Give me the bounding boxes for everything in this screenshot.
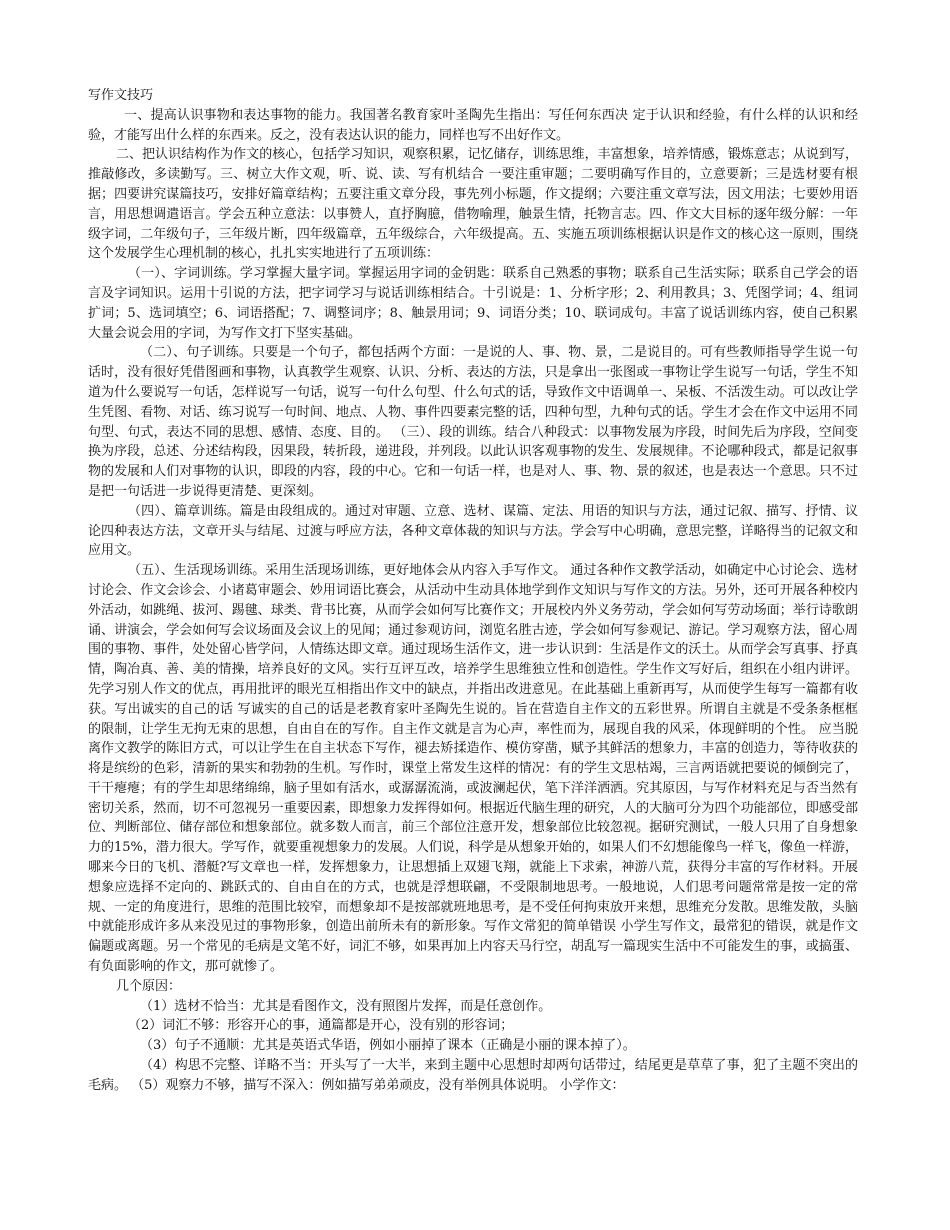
paragraph: （1）选材不恰当：尤其是看图作文，没有照图片发挥，而是任意创作。: [140, 998, 552, 1014]
paragraph: （四）、篇章训练。篇是由段组成的。通过对审题、立意、选材、谋篇、定法、用语的知识与方法，通过记叙、描写、抒情、议论四种表达方法，文章开头与结尾、过渡与呼应方法，各种文章体裁的知识与方法。学会写中心明确，意思完整，详略得当的记叙文和应用文。: [88, 503, 858, 559]
paragraph: （4）构思不完整、详略不当：开头写了一大半，来到主题中心思想时却两句话带过，结尾更是草草了事，犯了主题不突出的毛病。 （5）观察力不够，描写不深入：例如描写弟弟顽皮，没有举例具体说明。 小学作文：: [88, 1058, 858, 1093]
paragraph: 一、提高认识事物和表达事物的能力。我国著名教育家叶圣陶先生指出：写任何东西决 定于认识和经验，有什么样的认识和经验，才能写出什么样的东西来。反之，没有表达认识的能力，同样也写不出好作文。: [88, 107, 858, 143]
document-page: [88, 86, 858, 1096]
document-body: [88, 106, 858, 1096]
paragraph: （五）、生活现场训练。采用生活现场训练，更好地体会从内容入手写作文。 通过各种作文教学活动，如确定中心讨论会、选材讨论会、作文会诊会、小诸葛审题会、妙用词语比赛会，从活动中生动具体地学到作文知识与写作文的方法。另外，还可开展各种校内外活动，如跳绳、拔河、踢毽、球类、背书比赛，从而学会如何写比赛作文；开展校内外义务劳动，学会如何写劳动场面；举行诗歌朗诵、讲演会，学会如何写会议场面及会议上的见闻；通过参观访问，浏览名胜古迹，学会如何写参观记、游记。学习观察方法，留心周围的事物、事件，处处留心皆学问，人情练达即文章。通过现场生活作文，进一步认识到：生活是作文的沃土。从而学会写真事、抒真情，陶冶真、善、美的情操，培养良好的文风。实行互评互改，培养学生思维独立性和创造性。学生作文写好后，组织在小组内讲评。先学习别人作文的优点，再用批评的眼光互相指出作文中的缺点，并指出改进意见。在此基础上重新再写，从而使学生每写一篇都有收获。写出诚实的自己的话 写诚实的自己的话是老教育家叶圣陶先生说的。旨在营造自主作文的五彩世界。所谓自主就是不受条条框框的限制，让学生无拘无束的思想，自由自在的写作。自主作文就是言为心声，率性而为，展现自我的风采，体现鲜明的个性。 应当脱离作文教学的陈旧方式，可以让学生在自主状态下写作，褪去矫揉造作、模仿穿凿，赋予其鲜活的想象力，丰富的创造力，等待收获的将是缤纷的色彩，清新的果实和勃勃的生机。写作时，课堂上常发生这样的情况：有的学生文思枯竭，三言两语就把要说的倾倒完了，干干瘪瘪；有的学生却思绪绵绵，脑子里如有活水，或潺潺流淌，或波澜起伏，笔下洋洋洒洒。究其原因，与写作材料充足与否当然有密切关系，然而，切不可忽视另一重要因素，即想象力发挥得如何。根据近代脑生理的研究，人的大脑可分为四个功能部位，即感受部位、判断部位、储存部位和想象部位。就多数人而言，前三个部位注意开发，想象部位比较忽视。据研究测试，一般人只用了自身想象力的15%，潜力很大。学写作，就要重视想象力的发展。人们说，科学是从想象开始的，如果人们不幻想能像鸟一样飞，像鱼一样游，哪来今日的飞机、潜艇?写文章也一样，发挥想象力，让思想插上双翅飞翔，就能上下求索，神游八荒，获得分丰富的写作材料。开展想象应选择不定向的、跳跃式的、自由自在的方式，也就是浮想联翩，不受限制地思考。一般地说，人们思考问题常常是按一定的常规、一定的角度进行，思维的范围比较窄，而想象却不是按部就班地思考，是不受任何拘束放开来想，思维充分发散。思维发散，头脑中就能形成许多从来没见过的事物形象，创造出前所未有的新形象。写作文常犯的简单错误 小学生写作文，最常犯的错误，就是作文偏题或离题。另一个常见的毛病是文笔不好，词汇不够，如果再加上内容天马行空，胡乱写一篇现实生活中不可能发生的事，或搞蛋、有负面影响的作文，那可就惨了。: [88, 563, 858, 975]
document-title: 写作文技巧: [88, 88, 154, 103]
paragraph: 几个原因：: [116, 978, 182, 994]
paragraph: （3）句子不通顺：尤其是英语式华语，例如小丽掉了课本（正确是小丽的课本掉了）。: [140, 1038, 636, 1054]
paragraph: 二、把认识结构作为作文的核心，包括学习知识，观察积累，记忆储存，训练思维，丰富想象，培养情感，锻炼意志；从说到写，推敲修改，多读勤写。三、树立大作文观，听、说、读、写有机结合 一要注重审题；二要明确写作目的，立意要新；三是选材要有根据；四要讲究谋篇技巧，安排好篇章结构；五要注重文章分段，事先列小标题，作文提纲；六要注重文章写法，因文用法；七要妙用语言，用思想调遣语言。学会五种立意法：以事赞人，直抒胸臆，借物喻理，触景生情，托物言志。四、作文大目标的逐年级分解：一年级字词，二年级句子，三年级片断，四年级篇章，五年级综合，六年级提高。五、实施五项训练根据认识是作文的核心这一原则，围绕这个发展学生心理机制的核心，扎扎实实地进行了五项训练：: [88, 147, 858, 262]
paragraph: （2）词汇不够：形容开心的事，通篇都是开心，没有别的形容词；: [128, 1018, 514, 1034]
paragraph: （二）、句子训练。只要是一个句子，都包括两个方面：一是说的人、事、物、景，二是说目的。可有些教师指导学生说一句话时，没有很好凭借图画和事物，认真教学生观察、认识、分析、表达的方法，只是拿出一张图或一事物让学生说写一句话，学生不知道为什么要说写一句话，怎样说写一句话，说写一句什么句型、什么句式的话，导致作文中语调单一、呆板、不活泼生动。可以改让学生凭图、看物、对话、练习说写一句时间、地点、人物、事件四要素完整的话，四种句型，九种句式的话。学生才会在作文中运用不同句型、句式，表达不同的思想、感情、态度、目的。 （三）、段的训练。结合八种段式：以事物发展为序段，时间先后为序段，空间变换为序段，总述、分述结构段，因果段，转折段，递进段，并列段。以此认识客观事物的发生、发展规律。不论哪种段式，都是记叙事物的发展和人们对事物的认识，即段的内容，段的中心。它和一句话一样，也是对人、事、物、景的叙述，也是表达一个意思。只不过是把一句话进一步说得更清楚、更深刻。: [88, 345, 858, 499]
paragraph: （一）、字词训练。学习掌握大量字词。掌握运用字词的金钥匙：联系自己熟悉的事物；联系自己生活实际；联系自己学会的语言及字词知识。运用十引说的方法，把字词学习与说话训练相结合。十引说是：1、分析字形；2、利用教具；3、凭图学词；4、组词扩词；5、选词填空；6、词语搭配；7、调整词序；8、触景用词；9、词语分类；10、联词成句。丰富了说话训练内容，使自己积累大量会说会用的字词，为写作文打下坚实基础。: [88, 266, 858, 341]
